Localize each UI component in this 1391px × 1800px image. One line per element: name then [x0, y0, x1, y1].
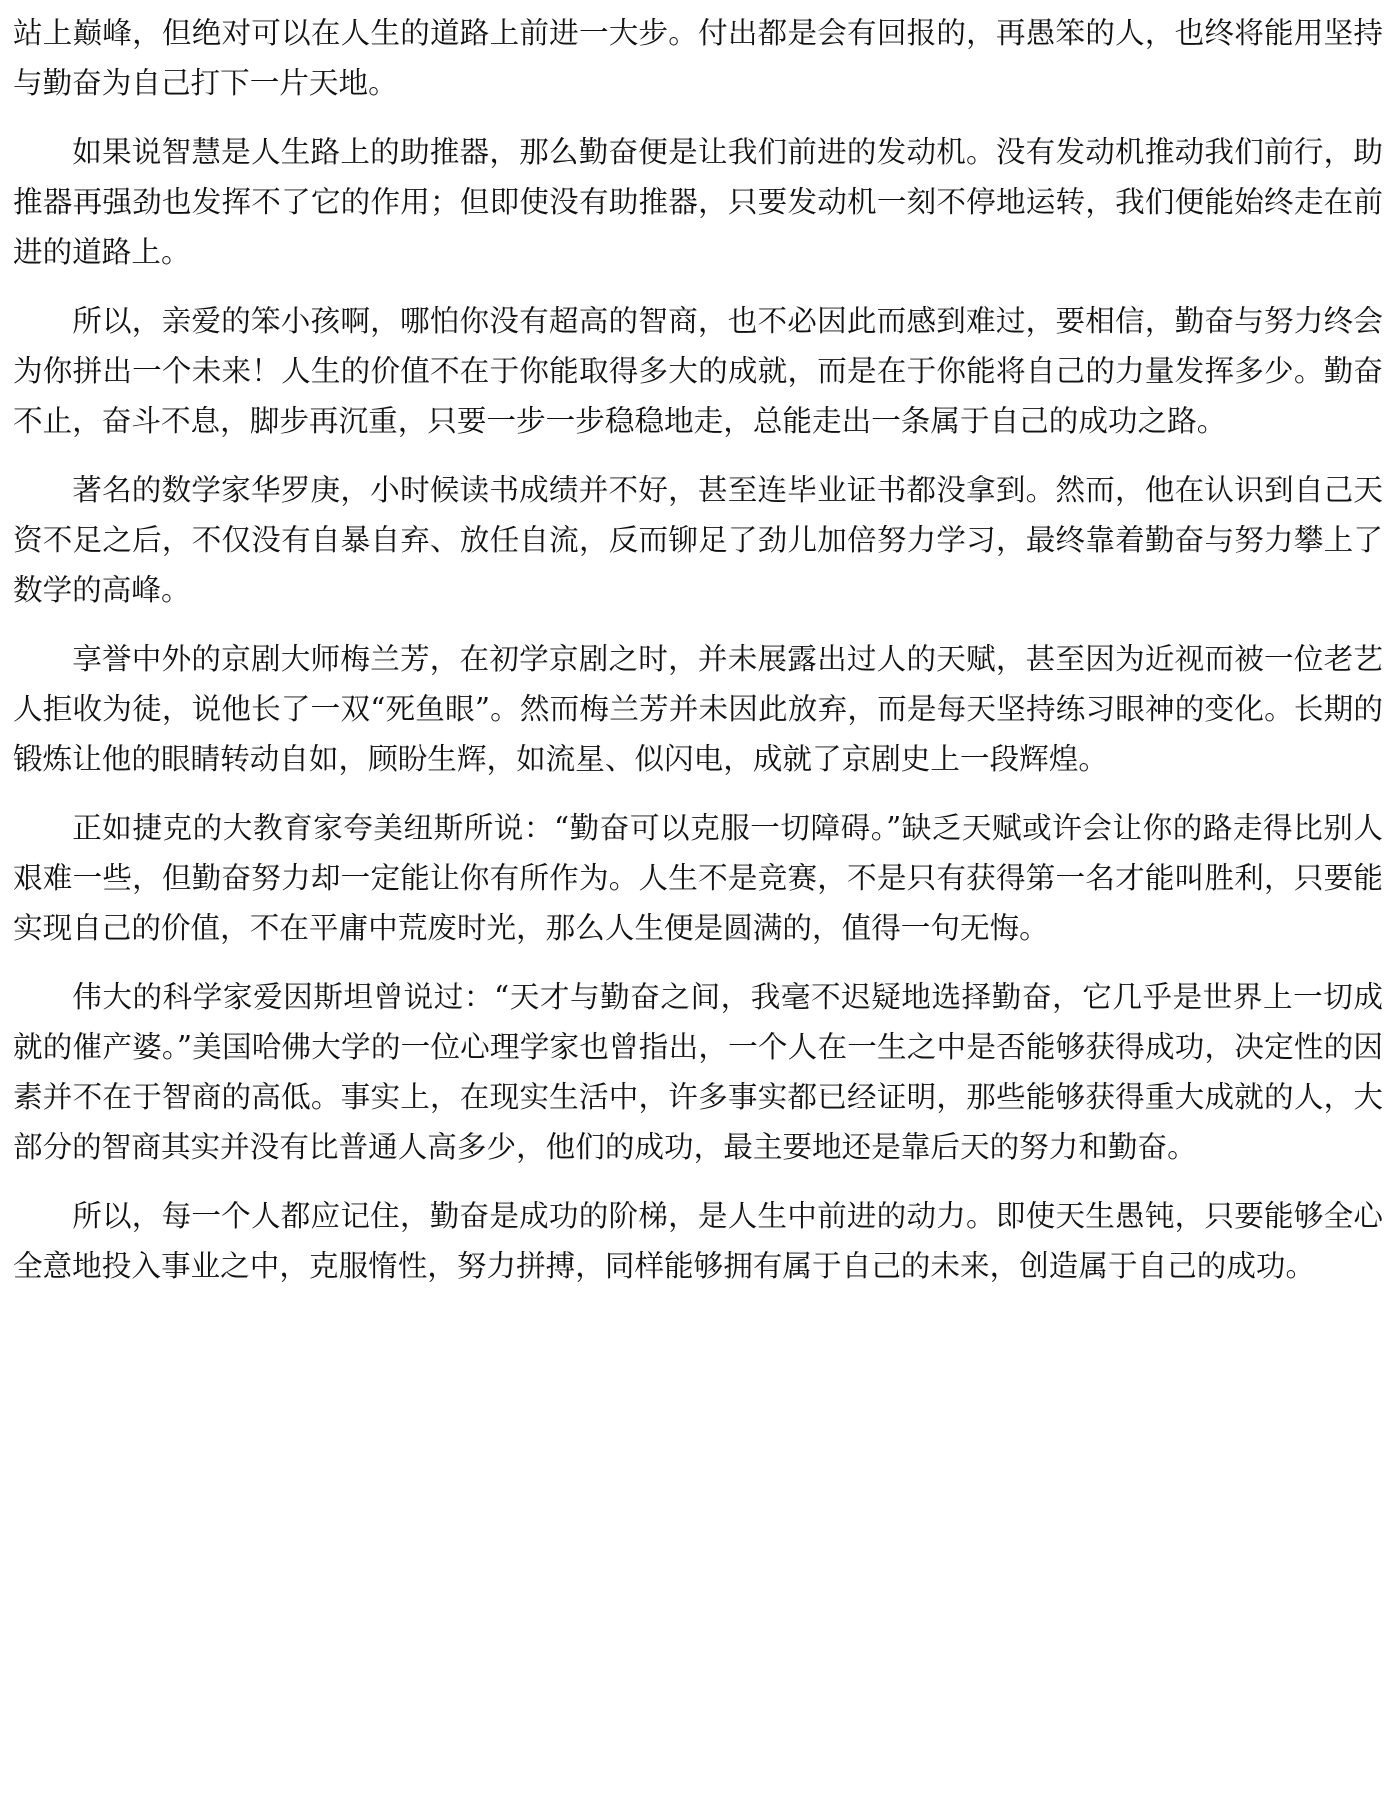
paragraph-dear-child: 所以，亲爱的笨小孩啊，哪怕你没有超高的智商，也不必因此而感到难过，要相信，勤奋与努力终会为你拼出一个未来！人生的价值不在于你能取得多大的成就，而是在于你能将自己的力量发挥多少。勤奋不止，奋斗不息，脚步再沉重，只要一步一步稳稳地走，总能走出一条属于自己的成功之路。: [13, 304, 1383, 438]
paragraph-comenius: 正如捷克的大教育家夸美纽斯所说：“勤奋可以克服一切障碍。”缺乏天赋或许会让你的路走得比别人艰难一些，但勤奋努力却一定能让你有所作为。人生不是竞赛，不是只有获得第一名才能叫胜利，只要能实现自己的价值，不在平庸中荒废时光，那么人生便是圆满的，值得一句无悔。: [13, 811, 1383, 945]
paragraph-continuation: 站上巅峰，但绝对可以在人生的道路上前进一大步。付出都是会有回报的，再愚笨的人，也终将能用坚持与勤奋为自己打下一片天地。: [13, 16, 1383, 100]
document-page: [13, 8, 1383, 1310]
paragraph-mei-lanfang: 享誉中外的京剧大师梅兰芳，在初学京剧之时，并未展露出过人的天赋，甚至因为近视而被一位老艺人拒收为徒，说他长了一双“死鱼眼”。然而梅兰芳并未因此放弃，而是每天坚持练习眼神的变化。长期的锻炼让他的眼睛转动自如，顾盼生辉，如流星、似闪电，成就了京剧史上一段辉煌。: [13, 642, 1383, 776]
paragraph-booster-engine: 如果说智慧是人生路上的助推器，那么勤奋便是让我们前进的发动机。没有发动机推动我们前行，助推器再强劲也发挥不了它的作用；但即使没有助推器，只要发动机一刻不停地运转，我们便能始终走在前进的道路上。: [13, 135, 1383, 269]
paragraph-hua-luogeng: 著名的数学家华罗庚，小时候读书成绩并不好，甚至连毕业证书都没拿到。然而，他在认识到自己天资不足之后，不仅没有自暴自弃、放任自流，反而铆足了劲儿加倍努力学习，最终靠着勤奋与努力攀上了数学的高峰。: [13, 473, 1383, 607]
paragraph-einstein: 伟大的科学家爱因斯坦曾说过：“天才与勤奋之间，我毫不迟疑地选择勤奋，它几乎是世界上一切成就的催产婆。”美国哈佛大学的一位心理学家也曾指出，一个人在一生之中是否能够获得成功，决定性的因素并不在于智商的高低。事实上，在现实生活中，许多事实都已经证明，那些能够获得重大成就的人，大部分的智商其实并没有比普通人高多少，他们的成功，最主要地还是靠后天的努力和勤奋。: [13, 980, 1383, 1164]
paragraph-conclusion: 所以，每一个人都应记住，勤奋是成功的阶梯，是人生中前进的动力。即使天生愚钝，只要能够全心全意地投入事业之中，克服惰性，努力拼搏，同样能够拥有属于自己的未来，创造属于自己的成功。: [13, 1199, 1383, 1283]
